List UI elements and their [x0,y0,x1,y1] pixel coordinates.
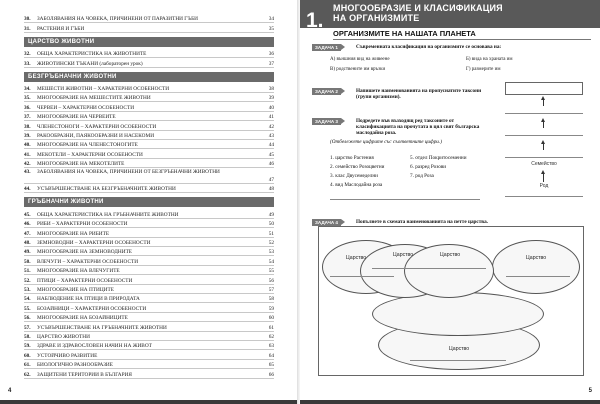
task1-question: Съвременната класификация на организмите се основава на: [356,44,502,50]
taxon-line-2[interactable] [505,113,583,114]
toc-row-page: 47 [268,177,274,184]
toc-row-number: 38. [24,123,31,130]
lesson-subtitle: ОРГАНИЗМИТЕ НА НАШАТА ПЛАНЕТА [333,29,476,38]
task3-item-7: 7. род Роза [410,173,434,179]
toc-row-page: 65 [268,362,274,369]
task1-tag: ЗАДАЧА 1 [312,44,341,51]
toc-row-number: 47. [24,230,31,237]
toc-row-page: 45 [268,151,274,158]
toc-row[interactable] [24,49,274,58]
toc-row-number: 58. [24,333,31,340]
toc-row-page: 36 [268,51,274,58]
toc-section-heading: ЦАРСТВО ЖИВОТНИ [24,37,274,47]
toc-row-page: 44 [268,142,274,149]
toc-row-page: 54 [268,258,274,265]
toc-section-heading: ГРЪБНАЧНИ ЖИВОТНИ [24,197,274,207]
toc-row-page: 35 [268,25,274,32]
toc-row-title: ЗДРАВЕ И ЗДРАВОСЛОВЕН НАЧИН НА ЖИВОТ [37,343,152,350]
toc-row-number: 54. [24,296,31,303]
toc-row-page: 46 [268,161,274,168]
toc-row[interactable] [24,313,274,322]
toc-row-number: 40. [24,142,31,149]
toc-row-title: МНОГООБРАЗИЕ НА РИБИТЕ [37,230,110,237]
toc-row[interactable] [24,209,274,218]
task2-question: Напишете наименованията на пропуснатите таксони (групи организми). [356,88,482,100]
task4-question: Попълнете в схемата наименованията на петте царства. [356,219,488,225]
toc-row[interactable] [24,247,274,256]
task1-option-g[interactable]: Г) размерите им [466,67,501,72]
toc-row-number: 61. [24,362,31,369]
toc-row-number: 39. [24,132,31,139]
toc-row-title: ЖИВОТИНСКИ ТЪКАНИ (лабораторен урок) [37,60,143,67]
left-footer-bar [0,400,298,404]
toc-row-number: 35. [24,95,31,102]
toc-row-page: 50 [268,221,274,228]
task1-option-b[interactable]: Б) вида на храната им [466,57,513,62]
lesson-title-line2: НА ОРГАНИЗМИТЕ [333,13,420,23]
toc-row-page: 43 [268,132,274,139]
subtitle-underline [333,39,591,40]
toc-row[interactable] [24,159,274,168]
toc-row-title: МЕКОТЕЛИ – ХАРАКТЕРНИ ОСОБЕНОСТИ [37,151,143,158]
toc-row[interactable] [24,112,274,121]
toc-row-title: МНОГООБРАЗИЕ НА ЗЕМНОВОДНИТЕ [37,249,133,256]
toc-row-number: 59. [24,343,31,350]
toc-row-page: 42 [268,123,274,130]
toc-row[interactable] [24,294,274,303]
toc-row-title: ЧЕРВЕИ – ХАРАКТЕРНИ ОСОБЕНОСТИ [37,104,135,111]
toc-row-page: 60 [268,315,274,322]
toc-row-title: ОБЩА ХАРАКТЕРИСТИКА НА ГРЪБНАЧНИТЕ ЖИВОТНИ [37,211,179,218]
arrow-stem-2 [543,122,544,128]
toc-row-page: 56 [268,277,274,284]
task2-tag: ЗАДАЧА 2 [312,88,341,95]
toc-row-page: 41 [268,114,274,121]
toc-row[interactable] [24,369,274,378]
kingdom-label-2: Царство [392,252,414,258]
task1-option-v[interactable]: В) родствените им връзки [330,67,386,72]
toc-row-number: 31. [24,25,31,32]
task3-item-1: 1. царство Растения [330,155,374,161]
toc-row-number: 37. [24,114,31,121]
toc-row-title: МНОГООБРАЗИЕ НА МЕШЕСТИТЕ ЖИВОТНИ [37,95,151,102]
arrow-up-icon [541,118,545,122]
toc-row-number: 36. [24,104,31,111]
toc-row-title: ЗАЩИТЕНИ ТЕРИТОРИИ В БЪЛГАРИЯ [37,371,132,378]
toc-row-number: 30. [24,16,31,23]
lesson-title-line1: МНОГООБРАЗИЕ И КЛАСИФИКАЦИЯ [333,3,503,13]
toc-row-page: 48 [268,186,274,193]
toc-row-title: ЗЕМНОВОДНИ – ХАРАКТЕРНИ ОСОБЕНОСТИ [37,240,151,247]
toc-row-number: 52. [24,277,31,284]
right-footer-bar [300,400,600,404]
task3-tag: ЗАДАЧА 3 [312,118,341,125]
toc-row[interactable] [24,341,274,350]
arrow-stem-4 [543,174,544,182]
right-page-number: 5 [588,388,592,394]
toc-row-page: 55 [268,268,274,275]
toc-row-page: 61 [268,324,274,331]
toc-row-title: БОЗАЙНИЦИ – ХАРАКТЕРНИ ОСОБЕНОСТИ [37,305,147,312]
toc-row-page: 38 [268,85,274,92]
toc-row[interactable] [24,184,274,193]
toc-row-title: НАБЛЮДЕНИЕ НА ПТИЦИ В ПРИРОДАТА [37,296,140,303]
toc-row-title: МНОГООБРАЗИЕ НА ЧЛЕНЕСТОНОГИТЕ [37,142,138,149]
task3-answer-line[interactable] [330,199,480,200]
toc-row-title: ВЛЕЧУГИ – ХАРАКТЕРНИ ОСОБЕНОСТИ [37,258,139,265]
toc-row[interactable] [24,238,274,247]
toc-row-number: 49. [24,249,31,256]
taxon-line-5[interactable] [505,196,583,197]
toc-row-number: 43. [24,169,31,176]
kingdom-ellipse-middle[interactable] [372,292,544,336]
toc-row[interactable] [24,332,274,341]
toc-row-page: 63 [268,343,274,350]
toc-row-page: 58 [268,296,274,303]
task1-option-a[interactable]: А) външния вид на живеене [330,57,390,62]
task3-item-2: 2. семейство Розоцветни [330,164,385,170]
toc-row-page: 57 [268,286,274,293]
toc-row-number: 53. [24,286,31,293]
toc-row[interactable] [24,168,274,184]
toc-row-title: ЦАРСТВО ЖИВОТНИ [37,333,90,340]
kingdom-label-5: Царство [448,346,470,352]
kingdom-answer-4[interactable] [506,276,570,277]
kingdom-answer-5[interactable] [410,360,506,361]
toc-row[interactable] [24,58,274,67]
task3-item-3: 3. клас Двусемеделни [330,173,378,179]
toc-row[interactable] [24,93,274,102]
taxon-box-1[interactable] [505,82,583,95]
kingdom-label-1: Царство [345,255,367,261]
taxon-line-3[interactable] [505,135,583,136]
toc-row-number: 46. [24,221,31,228]
table-of-contents [24,14,274,379]
toc-row-number: 44. [24,186,31,193]
toc-row[interactable] [24,266,274,275]
kingdom-answer-3[interactable] [418,268,486,269]
kingdom-answer-1[interactable] [330,276,394,277]
task3-item-5: 5. отдел Покритосеменни [410,155,467,161]
toc-row-number: 34. [24,85,31,92]
toc-row-page: 59 [268,305,274,312]
toc-row-title: ЧЛЕНЕСТОНОГИ – ХАРАКТЕРНИ ОСОБЕНОСТИ [37,123,157,130]
arrow-stem-3 [543,144,544,150]
arrow-up-icon [541,170,545,174]
toc-row-page: 34 [268,16,274,23]
toc-row-number: 32. [24,51,31,58]
taxon-label-genus: Род [539,183,549,189]
arrow-stem-1 [543,100,544,106]
toc-row-page: 40 [268,104,274,111]
toc-row[interactable] [24,121,274,130]
taxon-line-4[interactable] [505,157,583,158]
toc-row-number: 56. [24,315,31,322]
toc-row-title: ЗАБОЛЯВАНИЯ НА ЧОВЕКА, ПРИЧИНЕНИ ОТ БЕЗГРЪБНАЧНИ ЖИВОТНИ [37,169,220,176]
taxon-label-family: Семейство [531,161,557,167]
toc-row-number: 41. [24,151,31,158]
toc-row-title: МНОГООБРАЗИЕ НА МЕКОТЕЛИТЕ [37,161,125,168]
toc-row-page: 37 [268,60,274,67]
toc-row-page: 39 [268,95,274,102]
toc-row-title: ОБЩА ХАРАКТЕРИСТИКА НА ЖИВОТНИТЕ [37,51,147,58]
lesson-title [333,3,593,23]
left-page [0,0,298,404]
toc-row-page: 52 [268,240,274,247]
toc-row[interactable] [24,23,274,32]
kingdom-ellipse-4[interactable] [492,240,580,294]
toc-row[interactable] [24,140,274,149]
kingdom-label-4: Царство [525,255,547,261]
toc-row-title: МНОГООБРАЗИЕ НА ЧЕРВЕИТЕ [37,114,116,121]
toc-row[interactable] [24,256,274,265]
kingdom-label-3: Царство [439,252,461,258]
toc-row-title: ПТИЦИ – ХАРАКТЕРНИ ОСОБЕНОСТИ [37,277,133,284]
toc-row-title: МНОГООБРАЗИЕ НА БОЗАЙНИЦИТЕ [37,315,128,322]
toc-row[interactable] [24,219,274,228]
toc-row-title: РАКООБРАЗНИ, ПАЯКООБРАЗНИ И НАСЕКОМИ [37,132,155,139]
toc-row-title: РИБИ – ХАРАКТЕРНИ ОСОБЕНОСТИ [37,221,128,228]
toc-row-number: 62. [24,371,31,378]
toc-row[interactable] [24,14,274,23]
toc-row-number: 55. [24,305,31,312]
toc-row-title: МНОГООБРАЗИЕ НА ПТИЦИТЕ [37,286,114,293]
toc-row-title: РАСТЕНИЯ И ГЪБИ [37,25,85,32]
toc-row-number: 42. [24,161,31,168]
toc-row-page: 49 [268,211,274,218]
left-page-number: 4 [8,388,12,394]
toc-row-title: МНОГООБРАЗИЕ НА ВЛЕЧУГИТЕ [37,268,120,275]
toc-row-page: 66 [268,371,274,378]
task3-question: Подредете във възходящ ред таксоните от класификацията на прочутата в цял свят българска маслодайна роза. [356,118,480,136]
toc-row[interactable] [24,322,274,331]
toc-row[interactable] [24,275,274,284]
toc-row-title: ЗАБОЛЯВАНИЯ НА ЧОВЕКА, ПРИЧИНЕНИ ОТ ПАРАЗИТНИ ГЪБИ [37,16,198,23]
task3-item-6: 6. разред Розови [410,164,447,170]
toc-row[interactable] [24,285,274,294]
toc-row-page: 64 [268,352,274,359]
toc-row-title: УСЪВЪРШЕНСТВАНЕ НА ГРЪБНАЧНИТЕ ЖИВОТНИ [37,324,167,331]
toc-row-number: 51. [24,268,31,275]
toc-row-title: БИОЛОГИЧНО РАЗНООБРАЗИЕ [37,362,113,369]
arrow-up-icon [541,96,545,100]
toc-section-heading: БЕЗГРЪБНАЧНИ ЖИВОТНИ [24,72,274,82]
toc-row[interactable] [24,350,274,359]
toc-row-number: 50. [24,258,31,265]
toc-row-page: 51 [268,230,274,237]
toc-row-page: 62 [268,333,274,340]
toc-row-page: 53 [268,249,274,256]
task3-hint: (Отбележете цифрите със съответните цифри.) [330,139,442,145]
arrow-up-icon [541,140,545,144]
toc-row-title: МЕШЕСТИ ЖИВОТНИ – ХАРАКТЕРНИ ОСОБЕНОСТИ [37,85,170,92]
toc-row-title: УСЪВЪРШЕНСТВАНЕ НА БЕЗГРЪБНАЧНИТЕ ЖИВОТНИ [37,186,176,193]
toc-row-number: 57. [24,324,31,331]
toc-row-number: 45. [24,211,31,218]
toc-row[interactable] [24,84,274,93]
toc-row[interactable] [24,149,274,158]
toc-row-number: 60. [24,352,31,359]
toc-row[interactable] [24,102,274,111]
task3-item-4: 4. вид Маслодайна роза [330,182,383,188]
toc-row[interactable] [24,303,274,312]
toc-row[interactable] [24,228,274,237]
toc-row-number: 48. [24,240,31,247]
lesson-number: 1. [306,9,324,32]
toc-row[interactable] [24,360,274,369]
toc-row-number: 33. [24,60,31,67]
toc-row-title: УСТОЙЧИВО РАЗВИТИЕ [37,352,98,359]
task4-tag: ЗАДАЧА 4 [312,219,341,226]
toc-row[interactable] [24,131,274,140]
